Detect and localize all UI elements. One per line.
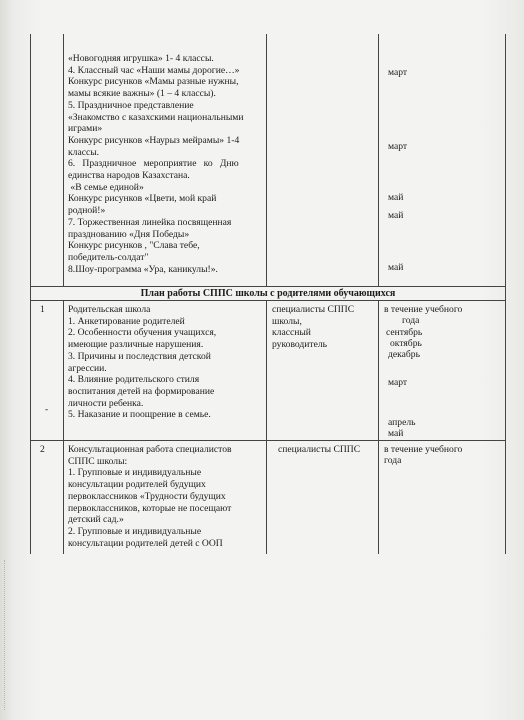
content-line: 1. Групповые и индивидуальные: [68, 467, 202, 479]
content-line: первоклассников «Трудности будущих: [68, 490, 226, 502]
responsible-line: специалисты СППС: [272, 304, 355, 315]
responsible-line: специалисты СППС: [278, 444, 361, 455]
content-line: имеющие различные нарушения.: [68, 339, 204, 351]
row-mark: -: [45, 404, 49, 415]
content-line: СППС школы:: [68, 455, 128, 467]
timing-label: сентябрь: [386, 327, 423, 338]
col-divider-num-lower: [63, 300, 64, 554]
timing-label: апрель: [388, 417, 416, 428]
row-divider-3: [30, 440, 506, 441]
content-line: 2. Особенности обучения учащихся,: [68, 327, 217, 339]
col-divider-responsible: [378, 34, 379, 286]
content-line: личности ребенка.: [68, 397, 144, 409]
content-line: агрессии.: [68, 362, 107, 374]
activity-line: Конкурс рисунков , "Слава тебе,: [68, 240, 200, 252]
row-divider-2: [30, 300, 506, 301]
activity-line: «Знакомство с казахскими национальными: [68, 111, 244, 123]
activity-line: классы.: [68, 146, 100, 158]
timing-label: года: [402, 315, 420, 326]
row-content: [68, 444, 264, 549]
activity-line: Конкурс рисунков «Цвети, мой край: [68, 193, 217, 205]
plan-table: [30, 34, 506, 554]
row-responsible: [272, 304, 376, 351]
month-label: май: [388, 192, 404, 203]
content-line: Родительская школа: [68, 304, 151, 315]
row-content: [68, 304, 264, 421]
section-title: План работы СППС школы с родителями обучающихся: [140, 288, 396, 299]
responsible-line: руководитель: [272, 339, 328, 351]
content-line: 5. Наказание и поощрение в семье.: [68, 409, 211, 421]
col-divider-responsible-lower: [378, 300, 379, 554]
row-number: 1: [40, 304, 45, 315]
content-line: воспитания детей на формирование: [68, 385, 215, 397]
activity-line: «Новогодняя игрушка» 1- 4 классы.: [68, 53, 214, 64]
col-divider-content-lower: [266, 300, 267, 554]
timing-label: в течение учебного: [384, 304, 463, 315]
row-number: 2: [40, 444, 45, 455]
content-line: 4. Влияние родительского стиля: [68, 374, 200, 386]
content-line: консультации родителей детей с ООП: [68, 537, 223, 549]
activity-line: победитель-солдат": [68, 251, 149, 263]
content-line: Консультационная работа специалистов: [68, 444, 232, 455]
timing-label: в течение учебного: [384, 444, 463, 455]
timing-label: октябрь: [390, 338, 422, 349]
activity-line: 8.Шоу-программа «Ура, каникулы!».: [68, 263, 218, 275]
col-divider-content: [266, 34, 267, 286]
month-label: март: [388, 67, 408, 78]
timing-label: года: [384, 455, 402, 466]
activity-line: 7. Торжественная линейка посвященная: [68, 216, 232, 228]
row-responsible: [278, 444, 376, 456]
timing-label: май: [388, 428, 404, 439]
content-line: детский сад.»: [68, 514, 124, 526]
activity-line: родной!»: [68, 205, 106, 217]
month-label: май: [388, 210, 404, 221]
scan-edge-marks: [4, 560, 11, 710]
timing-label: март: [388, 377, 408, 388]
activity-line: единства народов Казахстана.: [68, 170, 190, 182]
activity-line: 6. Праздничное мероприятие ко Дню: [68, 158, 239, 170]
activity-line: 5. Праздничное представление: [68, 99, 194, 111]
content-line: 1. Анкетирование родителей: [68, 315, 185, 327]
month-label: март: [388, 141, 408, 152]
timing-label: декабрь: [388, 349, 420, 360]
col-divider-num: [63, 34, 64, 286]
row-divider-1: [30, 286, 506, 287]
content-line: консультации родителей будущих: [68, 479, 206, 491]
top-activities: [68, 53, 262, 275]
responsible-line: классный: [272, 327, 311, 339]
activity-line: 4. Классный час «Наши мамы дорогие…»: [68, 64, 240, 76]
content-line: 2. Групповые и индивидуальные: [68, 525, 202, 537]
activity-line: празднованию «Дня Победы»: [68, 228, 190, 240]
content-line: 3. Причины и последствия детской: [68, 350, 211, 362]
activity-line: Конкурс рисунков «Мамы разные нужны,: [68, 76, 239, 88]
activity-line: «В семье единой»: [68, 181, 144, 193]
activity-line: мамы всякие важны» (1 – 4 классы).: [68, 88, 216, 100]
activity-line: играми»: [68, 123, 103, 135]
month-label: май: [388, 262, 404, 273]
activity-line: Конкурс рисунков «Наурыз мейрамы» 1-4: [68, 134, 240, 146]
content-line: первоклассников, которые не посещают: [68, 502, 232, 514]
responsible-line: школы,: [272, 315, 302, 327]
